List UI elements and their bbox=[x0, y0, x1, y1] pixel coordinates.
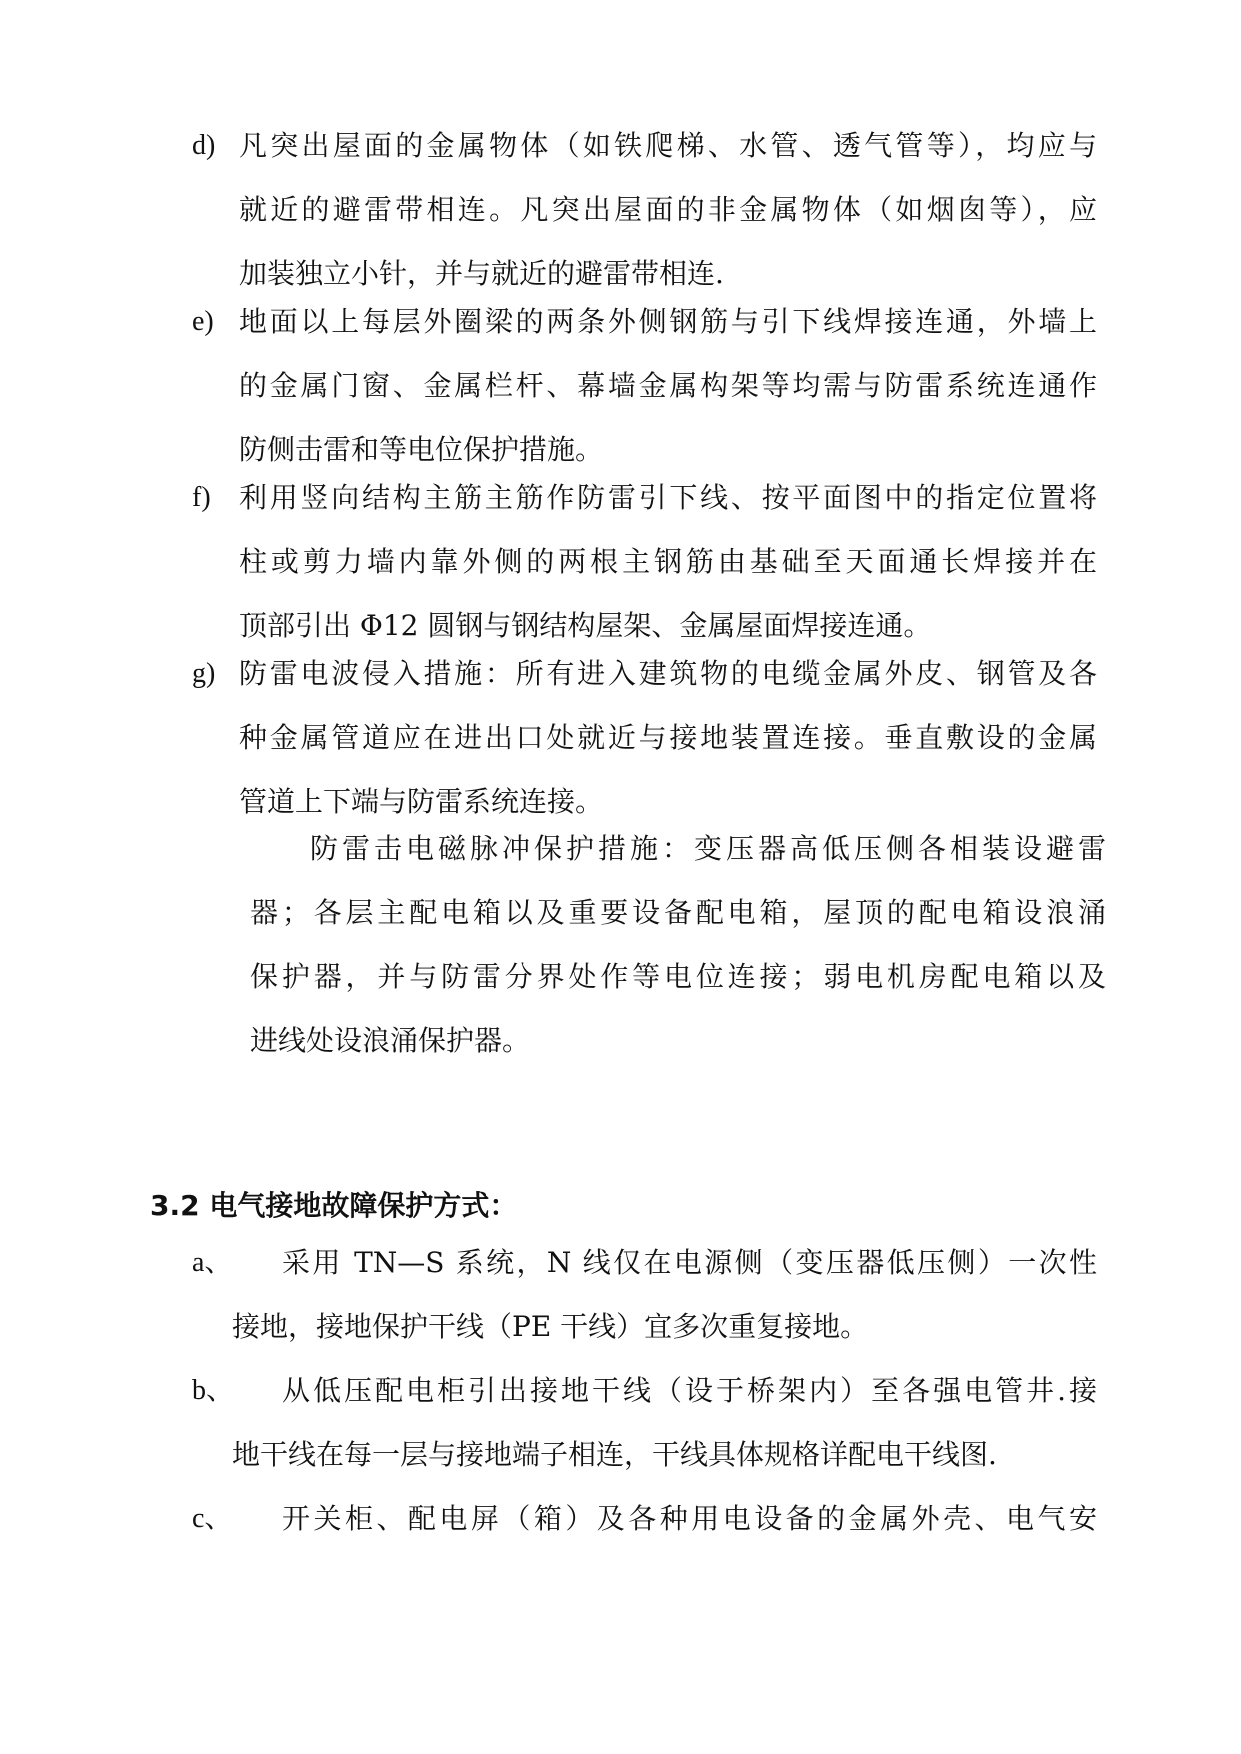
list-item-e bbox=[192, 290, 1122, 482]
text-line: 防雷击电磁脉冲保护措施：变压器高低压侧各相装设避雷 bbox=[310, 832, 1106, 865]
text-line: 进线处设浪涌保护器。 bbox=[250, 1024, 531, 1057]
text-line: 地干线在每一层与接地端子相连，干线具体规格详配电干线图. bbox=[232, 1438, 997, 1471]
list-marker: e) bbox=[192, 306, 214, 337]
list-item-a bbox=[192, 1231, 1122, 1359]
list-marker: c、 bbox=[192, 1503, 233, 1534]
text-line: 管道上下端与防雷系统连接。 bbox=[239, 785, 604, 818]
text-line: 器；各层主配电箱以及重要设备配电箱，屋顶的配电箱设浪涌 bbox=[250, 896, 1106, 929]
list-item-b bbox=[192, 1359, 1122, 1487]
text-line: 开关柜、配电屏（箱）及各种用电设备的金属外壳、电气安 bbox=[282, 1502, 1097, 1535]
text-line: 保护器，并与防雷分界处作等电位连接；弱电机房配电箱以及 bbox=[250, 960, 1106, 993]
text-line: 的金属门窗、金属栏杆、幕墙金属构架等均需与防雷系统连通作 bbox=[239, 369, 1097, 402]
list-marker: g) bbox=[192, 658, 216, 689]
text-line: 从低压配电柜引出接地干线（设于桥架内）至各强电管井.接 bbox=[282, 1374, 1097, 1407]
text-line: 顶部引出 Φ12 圆钢与钢结构屋架、金属屋面焊接连通。 bbox=[239, 609, 932, 642]
text-line: 种金属管道应在进出口处就近与接地装置连接。垂直敷设的金属 bbox=[239, 721, 1097, 754]
list-marker: f) bbox=[192, 482, 211, 513]
text-line: 凡突出屋面的金属物体（如铁爬梯、水管、透气管等），均应与 bbox=[239, 129, 1097, 162]
list-item-c bbox=[192, 1487, 1122, 1551]
list-marker: d) bbox=[192, 130, 216, 161]
surge-protection-paragraph bbox=[250, 817, 1106, 1073]
text-line: 加装独立小针，并与就近的避雷带相连. bbox=[239, 257, 724, 290]
text-line: 防侧击雷和等电位保护措施。 bbox=[239, 433, 604, 466]
text-line: 就近的避雷带相连。凡突出屋面的非金属物体（如烟囱等），应 bbox=[239, 193, 1097, 226]
text-line: 地面以上每层外圈梁的两条外侧钢筋与引下线焊接连通，外墙上 bbox=[239, 305, 1097, 338]
list-marker: b、 bbox=[192, 1375, 235, 1406]
list-item-d bbox=[192, 114, 1122, 306]
list-marker: a、 bbox=[192, 1247, 233, 1278]
list-item-f bbox=[192, 466, 1122, 658]
text-line: 柱或剪力墙内靠外侧的两根主钢筋由基础至天面通长焊接并在 bbox=[239, 545, 1097, 578]
list-item-g bbox=[192, 642, 1122, 834]
text-line: 防雷电波侵入措施：所有进入建筑物的电缆金属外皮、钢管及各 bbox=[239, 657, 1097, 690]
text-line: 接地，接地保护干线（PE 干线）宜多次重复接地。 bbox=[232, 1310, 869, 1343]
text-line: 利用竖向结构主筋主筋作防雷引下线、按平面图中的指定位置将 bbox=[239, 481, 1097, 514]
section-heading: 3.2 电气接地故障保护方式： bbox=[150, 1189, 518, 1222]
text-line: 采用 TN—S 系统，N 线仅在电源侧（变压器低压侧）一次性 bbox=[282, 1246, 1097, 1279]
